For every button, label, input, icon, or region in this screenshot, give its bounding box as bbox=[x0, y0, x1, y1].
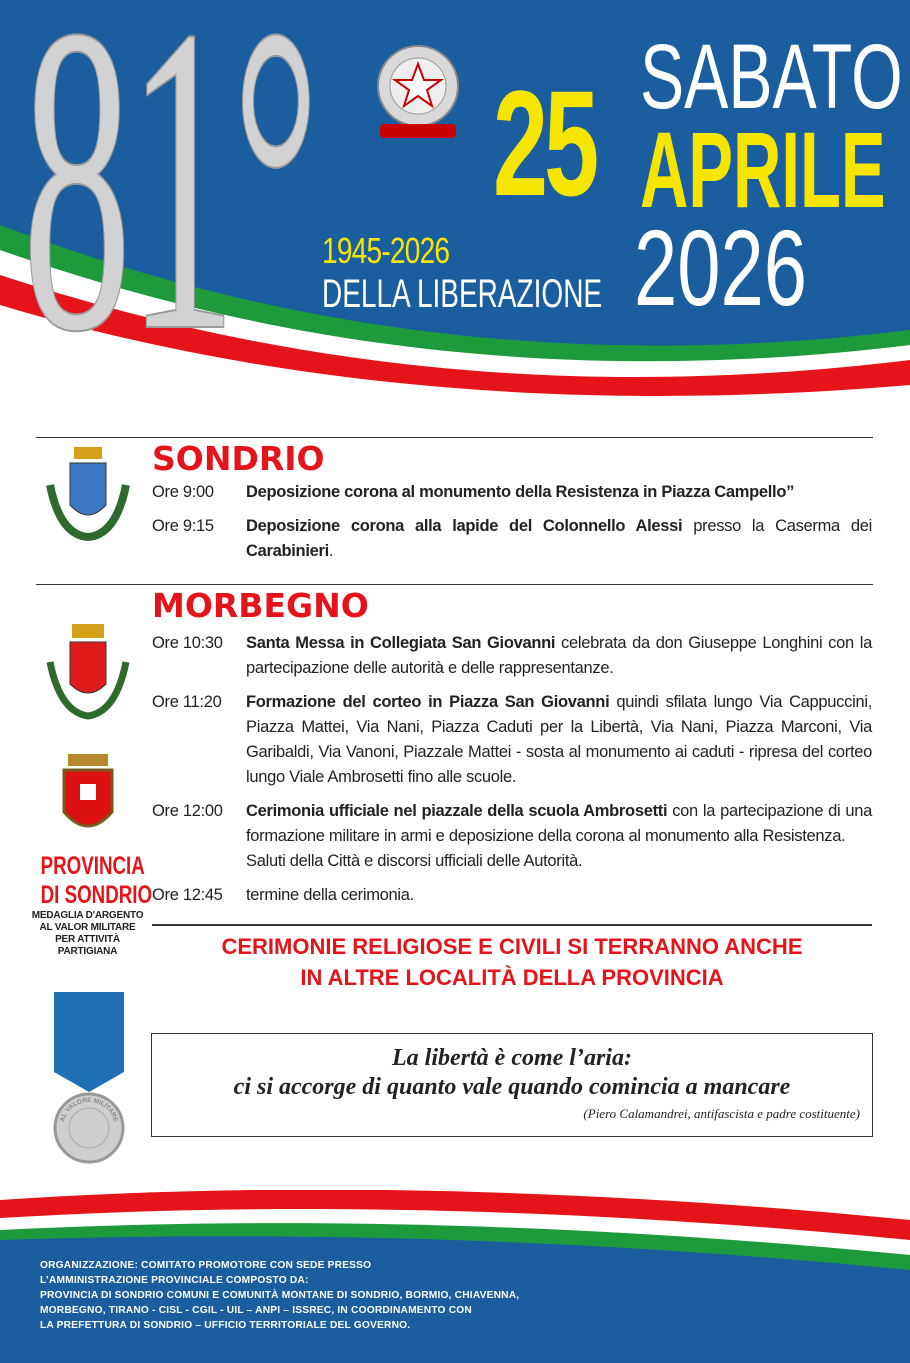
event-time: Ore 9:15 bbox=[152, 517, 214, 535]
medal-ring-text: AL VALORE MILITARE bbox=[58, 1096, 120, 1123]
event-row bbox=[152, 480, 872, 505]
event-row bbox=[152, 514, 872, 564]
quote-line: La libertà è come l’aria: bbox=[392, 1045, 632, 1071]
weekday: SABATO bbox=[640, 26, 903, 128]
quote-author: (Piero Calamandrei, antifascista e padre costituente) bbox=[583, 1106, 860, 1121]
divider bbox=[152, 924, 872, 926]
event-row bbox=[152, 690, 872, 790]
event-time: Ore 11:20 bbox=[152, 693, 222, 711]
event-list bbox=[152, 631, 872, 908]
province-name: PROVINCIA bbox=[40, 852, 145, 880]
event-desc: con la partecipazione di una formazione militare in armi e deposizione della corona al monumento alla Resistenza. bbox=[246, 802, 872, 845]
subtitle: DELLA LIBERAZIONE bbox=[322, 272, 603, 316]
footer-line: L’AMMINISTRAZIONE PROVINCIALE COMPOSTO DA: bbox=[40, 1275, 309, 1286]
footer-line: LA PREFETTURA DI SONDRIO – UFFICIO TERRITORIALE DEL GOVERNO. bbox=[40, 1320, 411, 1331]
main-content bbox=[152, 437, 872, 1137]
event-time: Ore 10:30 bbox=[152, 634, 223, 652]
sondrio-coat-of-arms-icon bbox=[40, 445, 136, 545]
month: APRILE bbox=[640, 109, 886, 230]
event-row bbox=[152, 883, 872, 908]
footer-line: PROVINCIA DI SONDRIO COMUNI E COMUNITÀ MONTANE DI SONDRIO, BORMIO, CHIAVENNA, bbox=[40, 1290, 520, 1301]
silver-medal-icon bbox=[52, 992, 126, 1168]
event-title: Cerimonia ufficiale nel piazzale della scuola Ambrosetti bbox=[246, 802, 668, 820]
footer-line: MORBEGNO, TIRANO - CISL - CGIL - UIL – ANPI – ISSREC, IN COORDINAMENTO CON bbox=[40, 1305, 472, 1316]
medal-caption: AL VALOR MILITARE bbox=[39, 922, 136, 933]
event-time: Ore 12:45 bbox=[152, 886, 223, 904]
event-title: Deposizione corona alla lapide del Colonnello Alessi bbox=[246, 517, 683, 535]
footer-line: ORGANIZZAZIONE: COMITATO PROMOTORE CON SEDE PRESSO bbox=[40, 1260, 372, 1271]
organizers-text bbox=[40, 1258, 519, 1333]
header-banner bbox=[0, 0, 910, 410]
quote-box bbox=[151, 1033, 873, 1137]
event-desc: Saluti della Città e discorsi ufficiali delle Autorità. bbox=[246, 852, 583, 870]
event-row bbox=[152, 631, 872, 681]
event-title: Carabinieri bbox=[246, 542, 329, 560]
event-desc: quindi sfilata lungo Via Cappuccini, Piazza Mattei, Via Nani, Piazza Caduti per la Libertà, Via Nani, Piazza Marconi, Via Garibaldi, Via Vanoni, Piazzale Mattei - sosta al monumento ai caduti - ripresa del corteo lungo Viale Ambrosetti fino alle scuole. bbox=[246, 693, 872, 786]
event-time: Ore 12:00 bbox=[152, 802, 223, 820]
event-desc: termine della cerimonia. bbox=[246, 886, 414, 904]
medal-caption: PARTIGIANA bbox=[57, 946, 118, 957]
event-title: Santa Messa in Collegiata San Giovanni bbox=[246, 634, 556, 652]
anniversary-number: 81° bbox=[22, 0, 315, 410]
event-title: Deposizione corona al monumento della Resistenza in Piazza Campello” bbox=[246, 483, 795, 501]
province-name: DI SONDRIO bbox=[40, 881, 153, 909]
province-coat-of-arms-icon bbox=[50, 752, 126, 844]
day-number: 25 bbox=[493, 59, 596, 227]
event-time: Ore 9:00 bbox=[152, 483, 214, 501]
city-heading-sondrio: SONDRIO bbox=[152, 439, 325, 478]
city-heading-morbegno: MORBEGNO bbox=[152, 586, 369, 625]
event-title: Formazione del corteo in Piazza San Giovanni bbox=[246, 693, 610, 711]
medal-caption: PER ATTIVITÀ bbox=[55, 934, 120, 945]
quote-line: ci si accorge di quanto vale quando comincia a mancare bbox=[233, 1074, 791, 1100]
republic-emblem-icon bbox=[368, 38, 468, 148]
event-list bbox=[152, 480, 872, 564]
event-desc: celebrata da don Giuseppe Longhini con la partecipazione delle autorità e delle rappresentanze. bbox=[246, 634, 872, 677]
province-label bbox=[25, 852, 153, 958]
event-desc: presso la Caserma dei bbox=[682, 517, 872, 535]
medal-caption: MEDAGLIA D'ARGENTO bbox=[31, 910, 144, 921]
notice bbox=[152, 931, 872, 993]
year: 2026 bbox=[634, 207, 807, 328]
event-desc: . bbox=[328, 542, 334, 560]
morbegno-coat-of-arms-icon bbox=[44, 622, 132, 722]
notice-line: CERIMONIE RELIGIOSE E CIVILI SI TERRANNO ANCHE bbox=[221, 934, 803, 959]
notice-line: IN ALTRE LOCALITÀ DELLA PROVINCIA bbox=[300, 965, 724, 990]
years-range: 1945-2026 bbox=[322, 230, 450, 271]
event-row bbox=[152, 799, 872, 874]
